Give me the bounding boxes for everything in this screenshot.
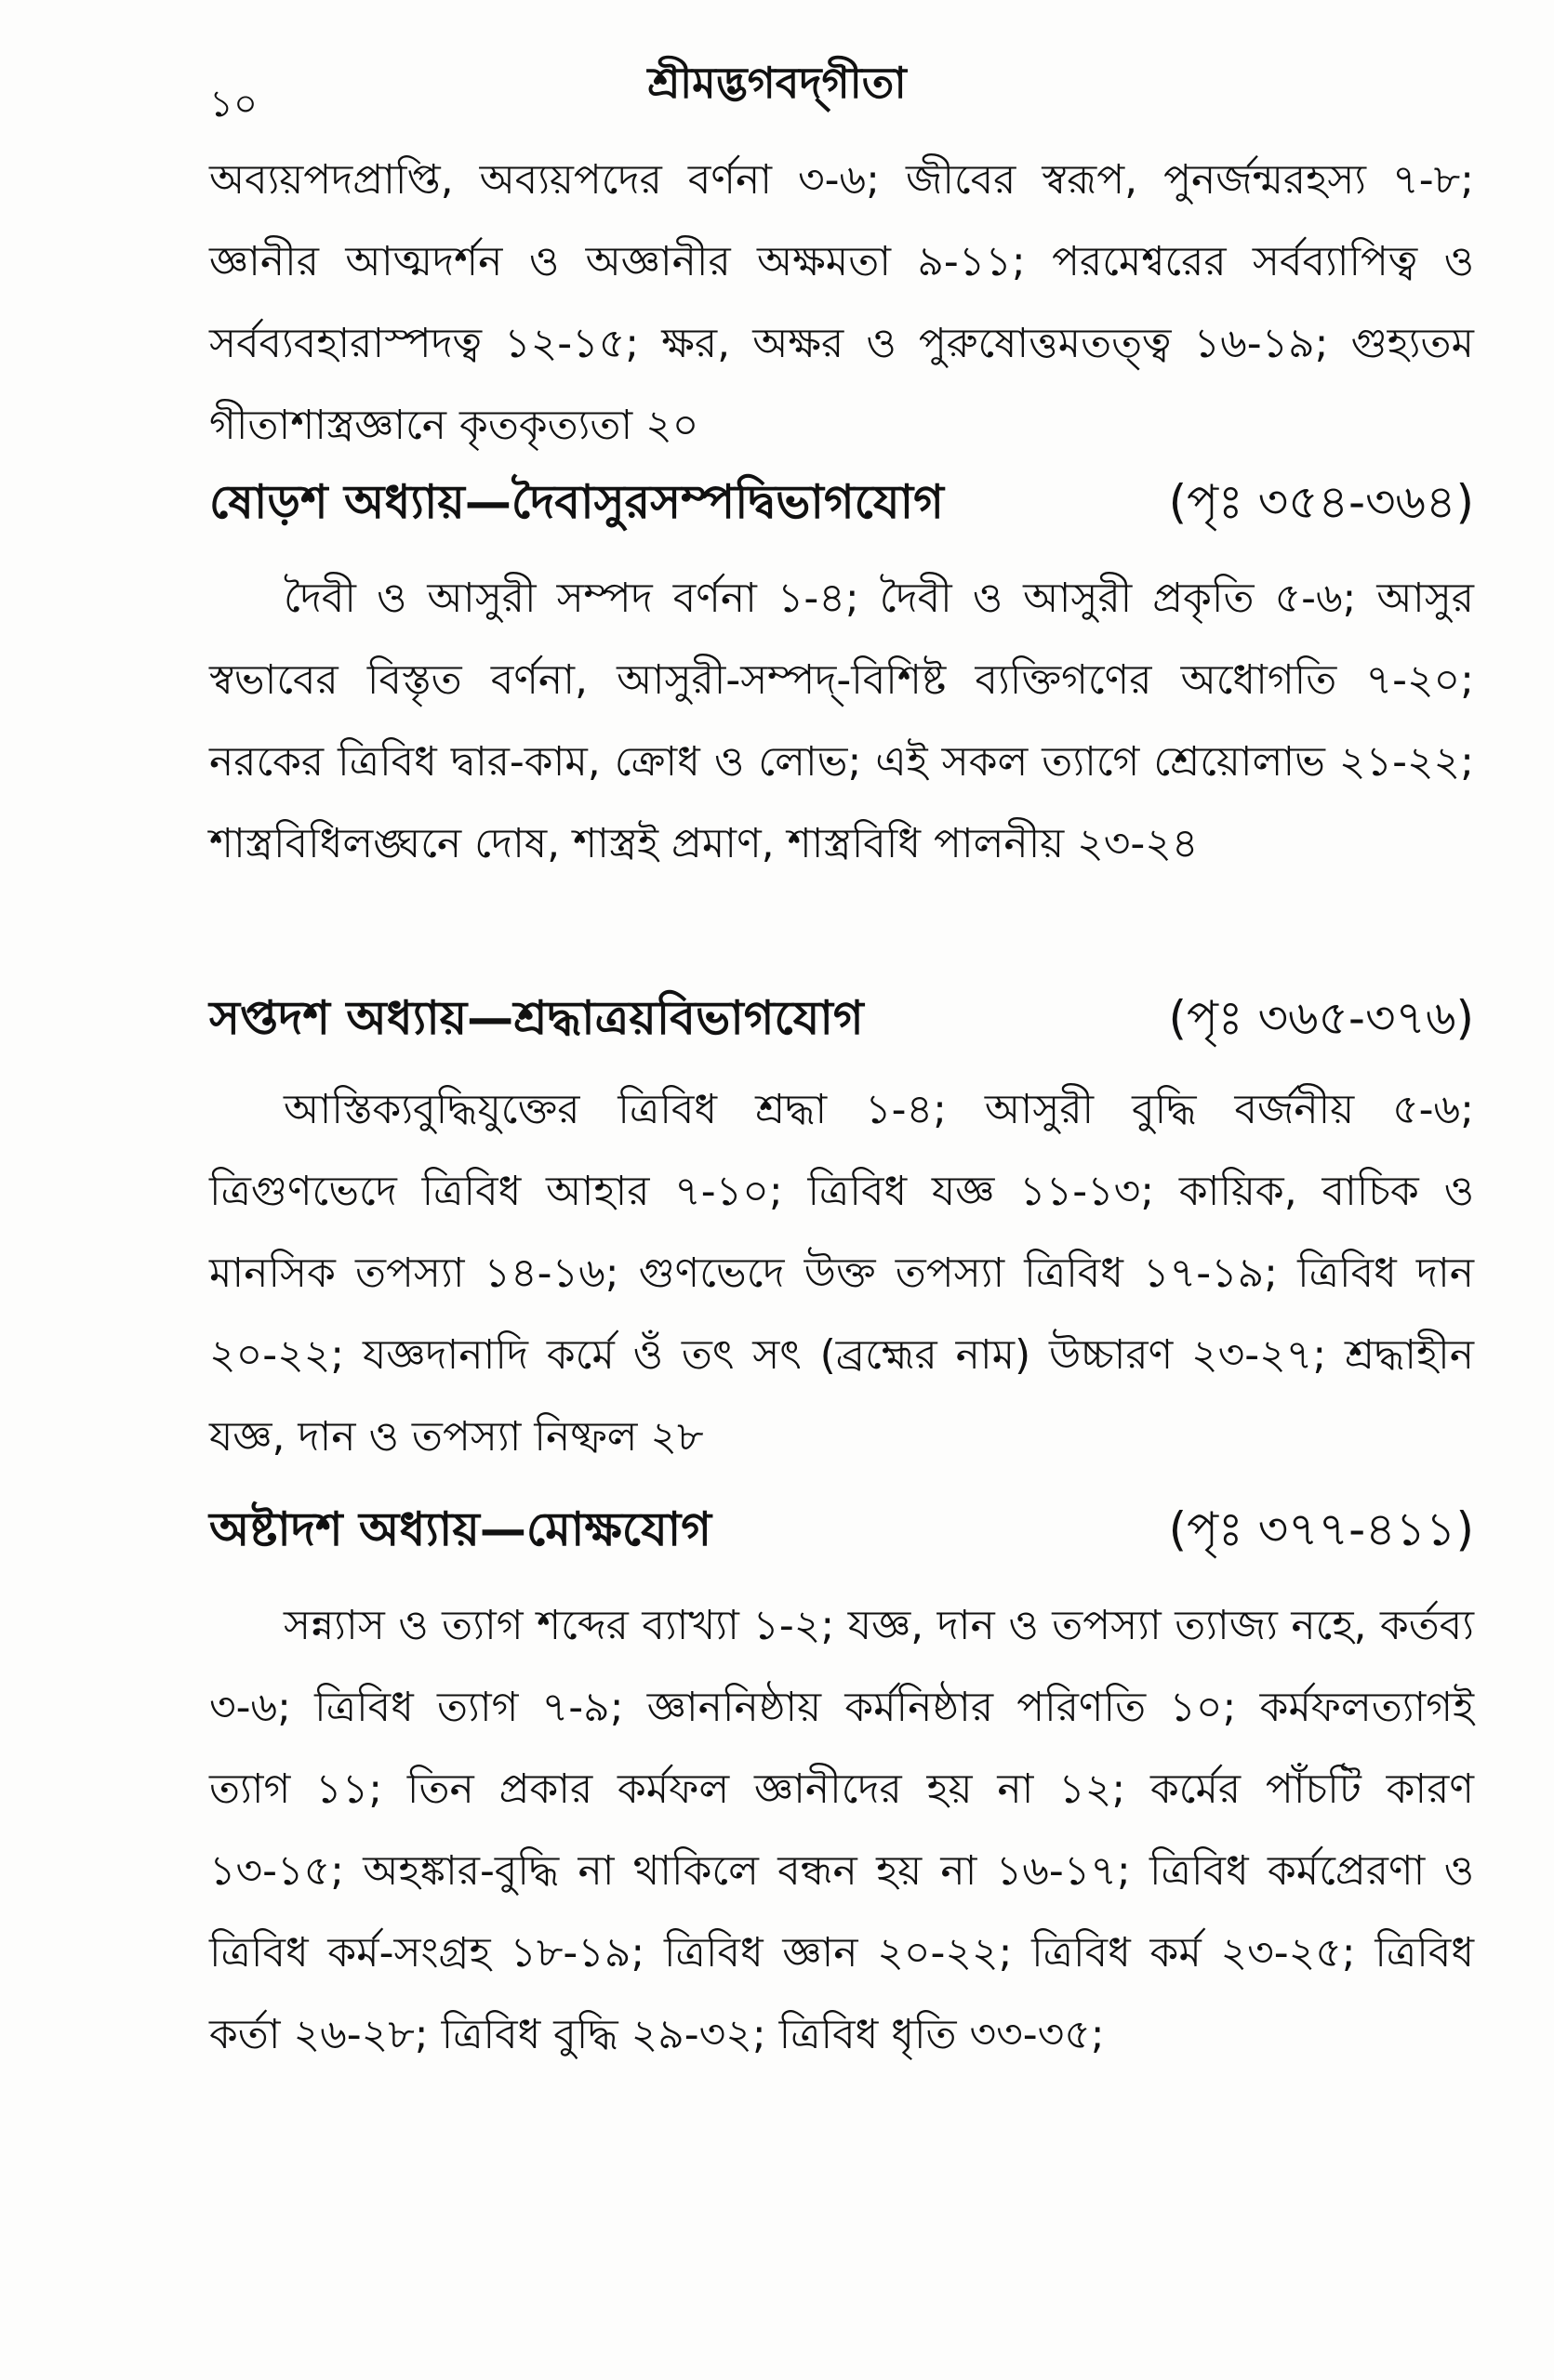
page-number: ১০ (209, 83, 258, 126)
chapter-16-title: ষোড়শ অধ্যায়—দৈবাসুরসম্পদ্বিভাগযোগ (209, 475, 944, 529)
running-title: শ্রীমদ্ভগবদ্‌গীতা (647, 58, 907, 108)
chapter-17-title: সপ্তদশ অধ্যায়—শ্রদ্ধাত্রয়বিভাগযোগ (209, 991, 864, 1045)
chapter-18-summary: সন্ন্যাস ও ত্যাগ শব্দের ব্যাখ্যা ১-২; যজ্ঞ, দান ও তপস্যা ত্যাজ্য নহে, কর্তব্য ৩-৬; ত্রিবিধ ত্যাগ ৭-৯; জ্ঞাননিষ্ঠায় কর্মনিষ্ঠার পরিণতি ১০; কর্মফলত্যাগই ত্যাগ ১১; তিন প্রকার কর্মফল জ্ঞানীদের হয় না ১২; কর্মের পাঁচটি কারণ ১৩-১৫; অহঙ্কার-বুদ্ধি না থাকিলে বন্ধন হয় না ১৬-১৭; ত্রিবিধ কর্মপ্রেরণা ও ত্রিবিধ কর্ম-সংগ্রহ ১৮-১৯; ত্রিবিধ জ্ঞান ২০-২২; ত্রিবিধ কর্ম ২৩-২৫; ত্রিবিধ কর্তা ২৬-২৮; ত্রিবিধ বুদ্ধি ২৯-৩২; ত্রিবিধ ধৃতি ৩৩-৩৫; (209, 1602, 1474, 2058)
chapter-16-page-range: (পৃঃ ৩৫৪-৩৬৪) (1168, 475, 1474, 529)
chapter-17-summary: আস্তিক্যবুদ্ধিযুক্তের ত্রিবিধ শ্রদ্ধা ১-৪; আসুরী বুদ্ধি বর্জনীয় ৫-৬; ত্রিগুণভেদে ত্রিবিধ আহার ৭-১০; ত্রিবিধ যজ্ঞ ১১-১৩; কায়িক, বাচিক ও মানসিক তপস্যা ১৪-১৬; গুণভেদে উক্ত তপস্যা ত্রিবিধ ১৭-১৯; ত্রিবিধ দান ২০-২২; যজ্ঞদানাদি কর্মে ওঁ তৎ সৎ (ব্রহ্মের নাম) উচ্চারণ ২৩-২৭; শ্রদ্ধাহীন যজ্ঞ, দান ও তপস্যা নিষ্ফল ২৮ (209, 1086, 1474, 1461)
chapter-18-title: অষ্টাদশ অধ্যায়—মোক্ষযোগ (209, 1502, 712, 1556)
intro-paragraph: অব্যয়পদপ্রাপ্তি, অব্যয়পদের বর্ণনা ৩-৬; জীবের স্বরূপ, পুনর্জন্মরহস্য ৭-৮; জ্ঞানীর আত্মদর্শন ও অজ্ঞানীর অক্ষমতা ৯-১১; পরমেশ্বরের সর্বব্যাপিত্ব ও সর্বব্যবহারাস্পদত্ব ১২-১৫; ক্ষর, অক্ষর ও পুরুষোত্তমতত্ত্ব ১৬-১৯; গুহ্যতম গীতাশাস্ত্রজ্ঞানে কৃতকৃত্যতা ২০ (209, 156, 1474, 449)
chapter-18-heading (209, 1501, 1474, 1557)
chapter-16-summary: দৈবী ও আসুরী সম্পদ বর্ণনা ১-৪; দৈবী ও আসুরী প্রকৃতি ৫-৬; আসুর স্বভাবের বিস্তৃত বর্ণনা, আসুরী-সম্পদ্‌-বিশিষ্ট ব্যক্তিগণের অধোগতি ৭-২০; নরকের ত্রিবিধ দ্বার-কাম, ক্রোধ ও লোভ; এই সকল ত্যাগে শ্রেয়োলাভ ২১-২২; শাস্ত্রবিধিলঙ্ঘনে দোষ, শাস্ত্রই প্রমাণ, শাস্ত্রবিধি পালনীয় ২৩-২৪ (209, 575, 1474, 867)
chapter-17-page-range: (পৃঃ ৩৬৫-৩৭৬) (1168, 991, 1474, 1045)
chapter-17-heading (209, 990, 1474, 1046)
chapter-18-page-range: (পৃঃ ৩৭৭-৪১১) (1168, 1502, 1474, 1556)
chapter-16-heading (209, 474, 1474, 530)
